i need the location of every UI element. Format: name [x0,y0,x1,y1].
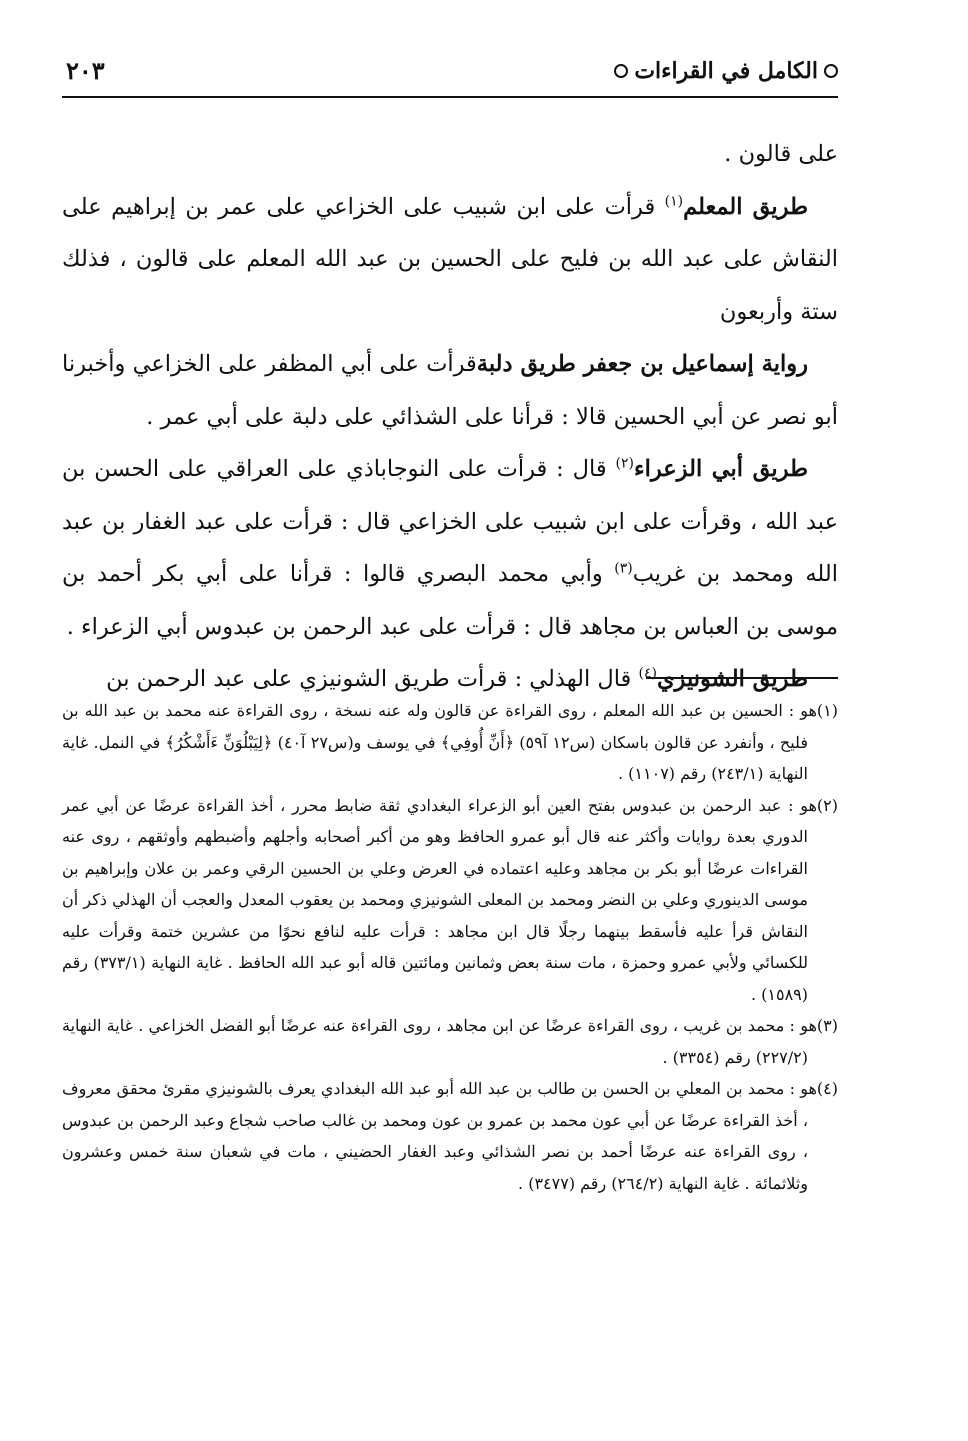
route-heading: طريق المعلم [683,193,808,220]
paragraph-muallim-route: طريق المعلم$^{(١)}$ قرأت على ابن شبيب على الخزاعي على عمر بن إبراهيم على النقاش على عبد الله بن فليح على الحسين بن عبد الله المعلم على قالون ، فذلك ستة وأربعون [62,193,838,325]
footnote-label: (١) [816,701,838,720]
circle-ornament-icon [614,64,628,78]
footnote-ref: (٤) [638,665,657,682]
circle-ornament-icon [824,64,838,78]
route-heading: طريق الشونيزي [656,666,808,692]
book-page [62,50,838,1390]
route-heading: طريق أبي الزعراء [634,456,808,482]
page-header [62,50,838,98]
route-heading: رواية إسماعيل بن جعفر طريق دلبة [476,351,808,377]
footnote-ref: (٣) [614,560,633,577]
running-title-text: الكامل في القراءات [634,58,818,84]
page-number: ٢٠٣ [66,56,105,85]
footnote-ref: (٢) [615,455,634,472]
footnote-label: (٤) [816,1079,839,1098]
footnote-3: (٣)هو : محمد بن غريب ، روى القراءة عرضًا عن ابن مجاهد ، روى القراءة عنه عرضًا أبو الفضل الخزاعي . غاية النهاية (٢٢٧/٢) رقم (٣٣٥٤) . [62,1016,838,1067]
paragraph-abu-zaraa-route: طريق أبي الزعراء$^{(٢)}$ قال : قرأت على النوجاباذي على العراقي على الحسن بن عبد الله ، وقرأت على ابن شبيب على الخزاعي قال : قرأت على عبد الغفار بن عبد الله ومحمد بن غريب$^{(٣)}$ وأبي محمد البصري قالوا : قرأنا على أبي بكر أحمد بن موسى بن العباس بن مجاهد قال : قرأت على عبد الرحمن بن عبدوس أبي الزعراء . [62,455,838,640]
footnote-label: (٢) [816,795,839,815]
footnote-4: (٤)هو : محمد بن المعلي بن الحسن بن طالب بن عبد الله أبو عبد الله البغدادي يعرف بالشونيزي مقرئ محقق معروف ، أخذ القراءة عرضًا عن أبي عون محمد بن عمرو بن عون ومحمد بن غالب صاحب شجاع وعبد الرحمن بن عبدوس ، روى القراءة عنه عرضًا أحمد بن نصر الشذائي وعبد الغفار الحضيني ، مات في شعبان سنة خمس وعشرون وثلاثمائة . غاية النهاية (٢٦٤/٢) رقم (٣٤٧٧) . [62,1079,839,1193]
footnotes [62,695,838,1199]
running-title [614,58,838,84]
paragraph-shunizi-route: طريق الشونيزي$^{(٤)}$ قال الهذلي : قرأت طريق الشونيزي على عبد الرحمن بن [106,665,808,692]
footnote-2: (٢)هو : عبد الرحمن بن عبدوس بفتح العين أبو الزعراء البغدادي ثقة ضابط محرر ، أخذ القراءة عرضًا عن أبي عمر الدوري بعدة روايات وأكثر عنه قال أبو عمرو الحافظ وهو من أكبر أصحابه وأجلهم وأضبطهم وأوثقهم ، روى عنه القراءات عرضًا أبو بكر بن مجاهد وعليه اعتماده في العرض وعلي بن الحسين الرقي وعمر بن علان وإبراهيم بن موسى الدينوري وعلي بن النضر ومحمد بن المعلى الشونيزي ومحمد بن يعقوب المعدل والعجب أن الهذلي ذكر أن النقاش قرأ عليه فأسقط بينهما رجلًا قال ابن مجاهد : قرأت عليه لنافع نحوًا من عشرين ختمة وقرأت عليه للكسائي ولأبي عمرو وحمزة ، مات سنة بعض وثمانين ومائتين قاله أبو عبد الله الحافظ . غاية النهاية (٣٧٣/١) رقم (١٥٨٩) . [62,795,839,1004]
footnote-separator [646,677,838,679]
footnote-label: (٣) [816,1016,838,1035]
paragraph-dulba-route: رواية إسماعيل بن جعفر طريق دلبةقرأت على أبي المظفر على الخزاعي وأخبرنا أبو نصر عن أبي الحسين قالا : قرأنا على الشذائي على دلبة على أبي عمر . [62,351,838,430]
paragraph-continuation: على قالون . [724,141,838,167]
footnote-1: (١)هو : الحسين بن عبد الله المعلم ، روى القراءة عن قالون وله عنه نسخة ، روى القراءة عنه محمد بن عبد الله بن فليح ، وأنفرد عن قالون باسكان (س١٢ آ٥٩) ﴿أَنِّ أُوفِي﴾ في يوسف و(س٢٧ آ٤٠) ﴿لِيَبْلُوَنِّ ءَأَشْكُرُ﴾ في النمل. غاية النهاية (٢٤٣/١) رقم (١١٠٧) . [62,701,838,783]
main-text [62,128,838,706]
footnote-ref: (١) [664,193,684,209]
